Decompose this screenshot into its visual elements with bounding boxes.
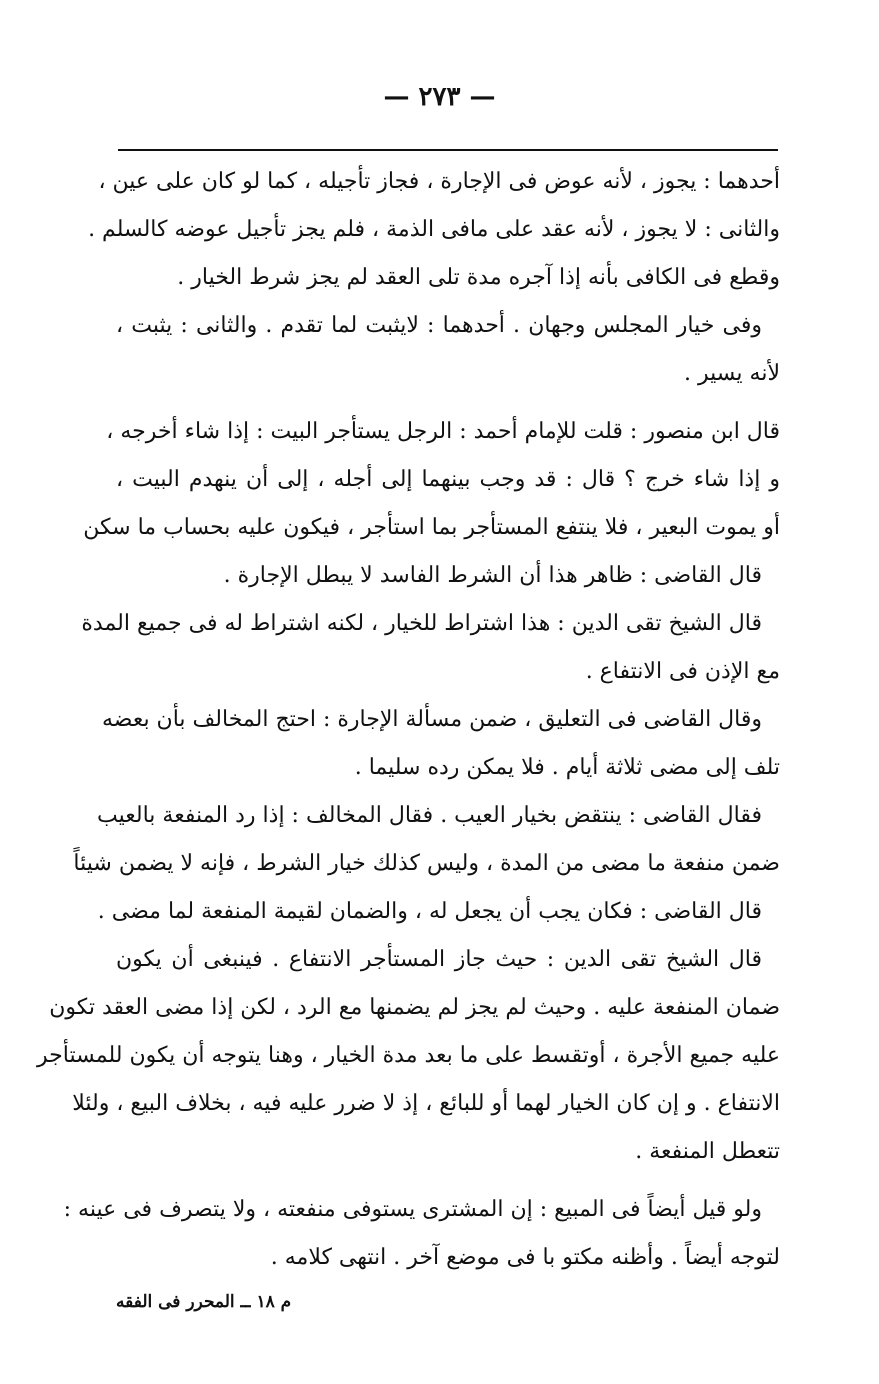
- text-line: أحدهما : يجوز ، لأنه عوض فى الإجارة ، فجاز تأجيله ، كما لو كان على عين ،: [98, 169, 780, 194]
- text-line: أو يموت البعير ، فلا ينتفع المستأجر بما استأجر ، فيكون عليه بحساب ما سكن: [83, 515, 780, 540]
- text-line: ضمان المنفعة عليه . وحيث لم يجز لم يضمنها مع الرد ، لكن إذا مضى العقد تكون: [49, 995, 780, 1020]
- text-line: قال الشيخ تقى الدين : حيث جاز المستأجر الانتفاع . فينبغى أن يكون: [116, 947, 762, 972]
- paragraph-gap: [116, 398, 780, 408]
- paragraph: [101, 696, 780, 792]
- text-line: و إذا شاء خرج ؟ قال : قد وجب بينهما إلى أجله ، إلى أن ينهدم البيت ،: [116, 467, 780, 492]
- paragraph-gap: [116, 1176, 780, 1186]
- body-text: [37, 158, 780, 1282]
- text-line: قال الشيخ تقى الدين : هذا اشتراط للخيار ، لكنه اشتراط له فى جميع المدة: [81, 611, 762, 636]
- text-line: وقال القاضى فى التعليق ، ضمن مسألة الإجارة : احتج المخالف بأن بعضه: [101, 707, 762, 732]
- text-line: وقطع فى الكافى بأنه إذا آجره مدة تلى العقد لم يجز شرط الخيار .: [177, 265, 780, 290]
- signature-footer: م ١٨ ــ المحرر فى الفقه: [116, 1292, 292, 1312]
- text-line: ولو قيل أيضاً فى المبيع : إن المشترى يستوفى منفعته ، ولا يتصرف فى عينه :: [63, 1197, 762, 1222]
- text-line: وفى خيار المجلس وجهان . أحدهما : لايثبت لما تقدم . والثانى : يثبت ،: [116, 313, 762, 338]
- text-line: عليه جميع الأجرة ، أوتقسط على ما بعد مدة الخيار ، وهنا يتوجه أن يكون للمستأجر: [37, 1043, 780, 1068]
- paragraph: [116, 552, 780, 600]
- text-line: قال القاضى : فكان يجب أن يجعل له ، والضمان لقيمة المنفعة لما مضى .: [97, 899, 762, 924]
- header-rule: [118, 149, 778, 151]
- text-line: قال القاضى : ظاهر هذا أن الشرط الفاسد لا يبطل الإجارة .: [223, 563, 762, 588]
- paragraph: [37, 936, 780, 1176]
- paragraph: [88, 158, 780, 254]
- paragraph: [73, 792, 780, 888]
- text-line: الانتفاع . و إن كان الخيار لهما أو للبائع ، إذ لا ضرر عليه فيه ، بخلاف البيع ، ولئلا: [72, 1091, 780, 1116]
- text-line: والثانى : لا يجوز ، لأنه عقد على مافى الذمة ، فلم يجز تأجيل عوضه كالسلم .: [88, 217, 780, 242]
- text-line: فقال القاضى : ينتقض بخيار العيب . فقال المخالف : إذا رد المنفعة بالعيب: [97, 803, 762, 828]
- text-line: لتوجه أيضاً . وأظنه مكتو با فى موضع آخر . انتهى كلامه .: [270, 1245, 780, 1270]
- paragraph: [116, 302, 780, 398]
- text-line: قال ابن منصور : قلت للإمام أحمد : الرجل يستأجر البيت : إذا شاء أخرجه ،: [106, 419, 780, 444]
- paragraph: [97, 888, 780, 936]
- text-line: مع الإذن فى الانتفاع .: [585, 659, 780, 684]
- paragraph: [83, 408, 780, 552]
- text-line: لأنه يسير .: [684, 361, 780, 386]
- page-number: — ٢٧٣ —: [383, 82, 496, 112]
- text-line: ضمن منفعة ما مضى من المدة ، وليس كذلك خيار الشرط ، فإنه لا يضمن شيئاً: [73, 851, 780, 876]
- text-line: تلف إلى مضى ثلاثة أيام . فلا يمكن رده سليما .: [354, 755, 780, 780]
- paragraph: [63, 1186, 780, 1282]
- paragraph: [81, 600, 780, 696]
- text-line: تتعطل المنفعة .: [635, 1139, 780, 1164]
- paragraph: [116, 254, 780, 302]
